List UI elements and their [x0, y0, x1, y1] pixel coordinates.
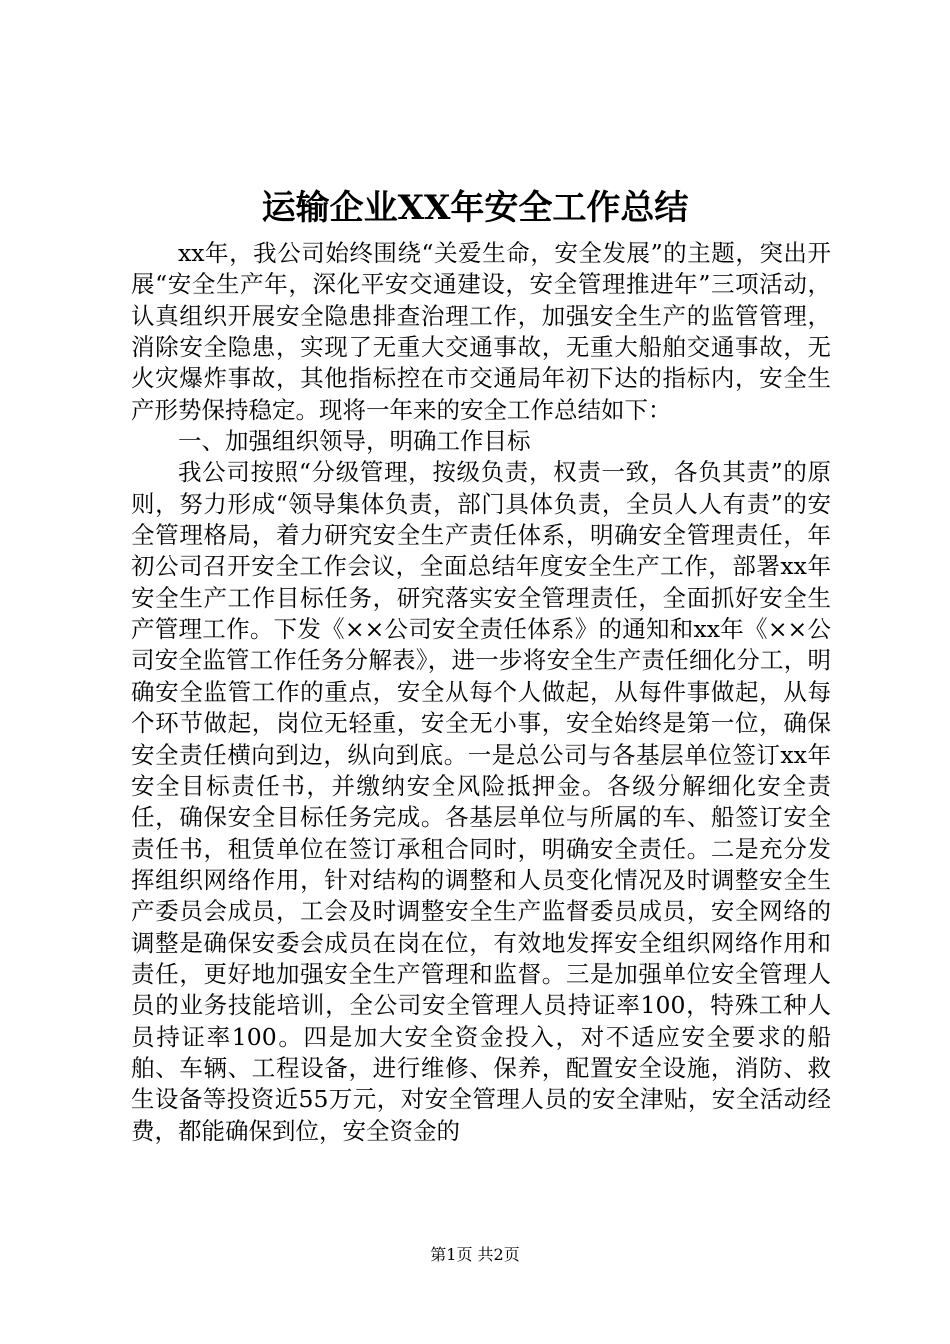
page-number-footer: 第1页 共2页	[430, 1245, 520, 1264]
document-title: 运输企业XX年安全工作总结	[261, 188, 689, 228]
paragraph-intro: xx年，我公司始终围绕“关爱生命，安全发展”的主题，突出开展“安全生产年，深化平安交通建设，安全管理推进年”三项活动，认真组织开展安全隐患排查治理工作，加强安全生产的监管管理，消除安全隐患，实现了无重大交通事故，无重大船舶交通事故，无火灾爆炸事故，其他指标控在市交通局年初下达的指标内，安全生产形势保持稳定。现将一年来的安全工作总结如下：	[131, 239, 831, 424]
section-heading-1: 一、加强组织领导，明确工作目标	[178, 427, 531, 456]
paragraph-section-1: 我公司按照“分级管理，按级负责，权责一致，各负其责”的原则，努力形成“领导集体负责，部门具体负责，全员人人有责”的安全管理格局，着力研究安全生产责任体系，明确安全管理责任，年初公司召开安全工作会议，全面总结年度安全生产工作，部署xx年安全生产工作目标任务，研究落实安全管理责任，全面抓好安全生产管理工作。下发《××公司安全责任体系》的通知和xx年《××公司安全监管工作任务分解表》，进一步将安全生产责任细化分工，明确安全监管工作的重点，安全从每个人做起，从每件事做起，从每个环节做起，岗位无轻重，安全无小事，安全始终是第一位，确保安全责任横向到边，纵向到底。一是总公司与各基层单位签订xx年安全目标责任书，并缴纳安全风险抵押金。各级分解细化安全责任，确保安全目标任务完成。各基层单位与所属的车、船签订安全责任书，租赁单位在签订承租合同时，明确安全责任。二是充分发挥组织网络作用，针对结构的调整和人员变化情况及时调整安全生产委员会成员，工会及时调整安全生产监督委员成员，安全网络的调整是确保安委会成员在岗在位，有效地发挥安全组织网络作用和责任，更好地加强安全生产管理和监督。三是加强单位安全管理人员的业务技能培训，全公司安全管理人员持证率100，特殊工种人员持证率100。四是加大安全资金投入，对不适应安全要求的船舶、车辆、工程设备，进行维修、保养，配置安全设施，消防、救生设备等投资近55万元，对安全管理人员的安全津贴，安全活动经费，都能确保到位，安全资金的	[131, 458, 831, 1145]
document-body	[131, 238, 831, 1147]
